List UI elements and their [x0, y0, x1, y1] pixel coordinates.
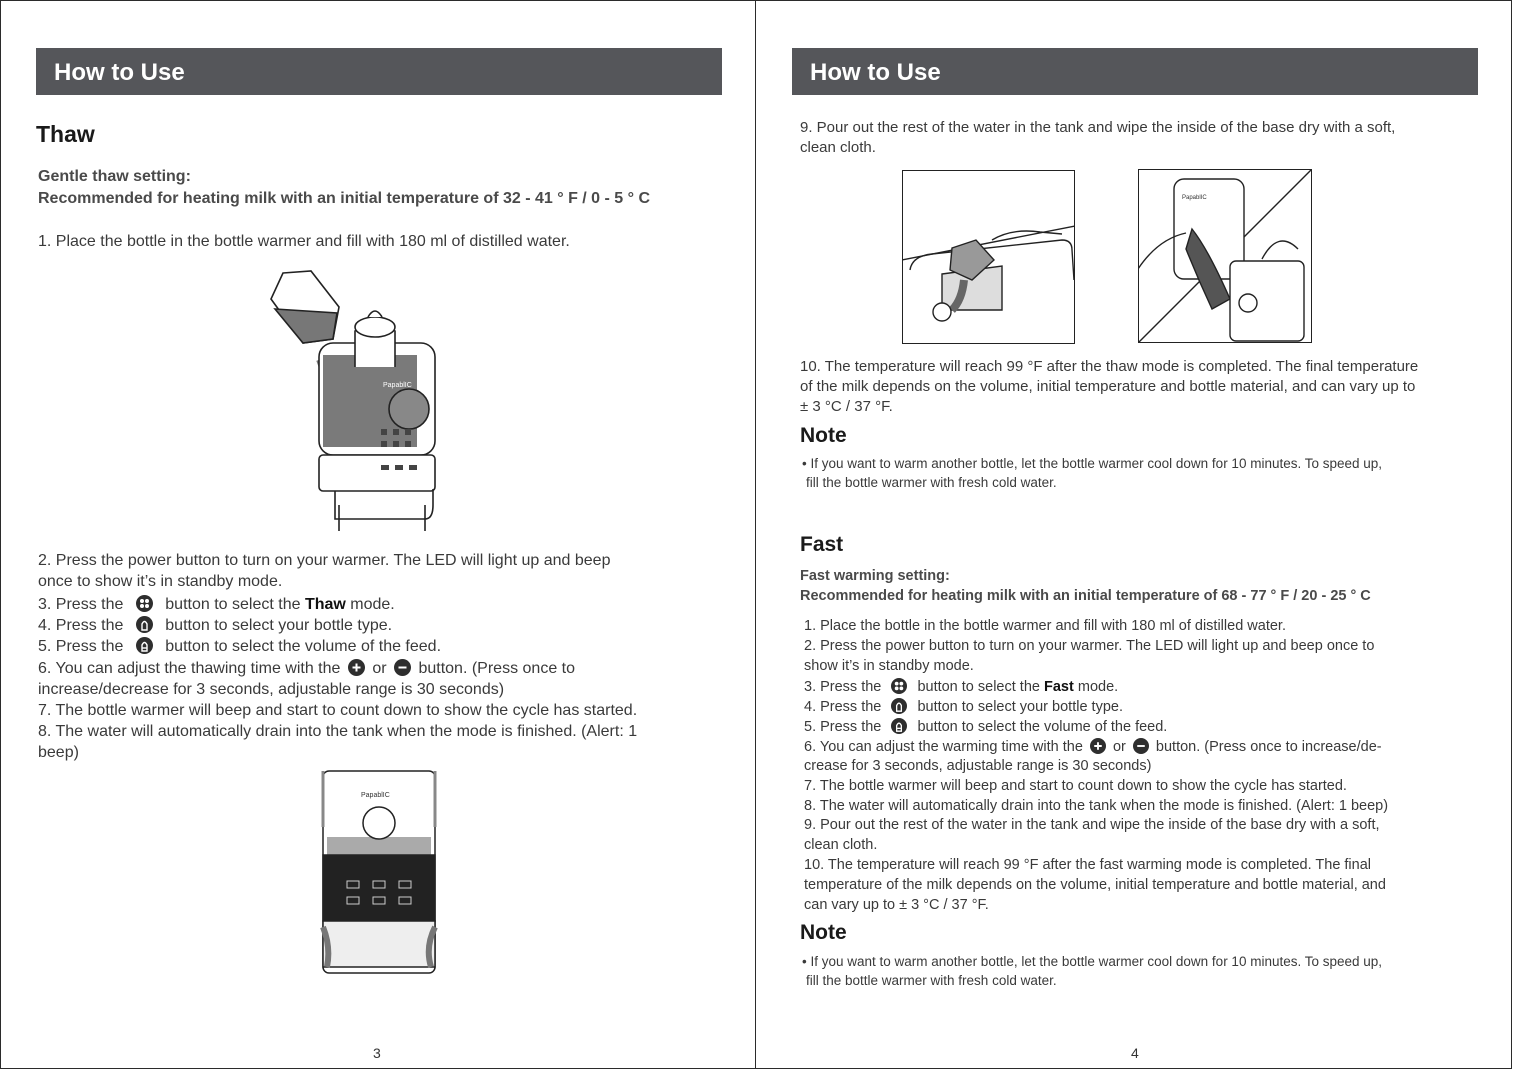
note-2-title: Note [800, 921, 847, 944]
step-10-line-1: 10. The temperature will reach 99 °F after the thaw mode is completed. The final temperature [800, 358, 1419, 375]
page-number: 3 [373, 1045, 381, 1061]
volume-icon [891, 718, 907, 734]
step-3-post: mode. [350, 596, 395, 613]
step-2-line-2: once to show it’s in standby mode. [38, 573, 283, 590]
pour-out-illustration [902, 170, 1075, 344]
step-7: 7. The bottle warmer will beep and start to count down to show the cycle has started. [38, 702, 638, 719]
note-2-line-1: • If you want to warm another bottle, let the bottle warmer cool down for 10 minutes. To speed up, [802, 954, 1383, 969]
fast-step-5 [804, 718, 1167, 735]
fast-step-6-line-1 [804, 738, 1382, 755]
fast-step-6-or: or [1112, 739, 1126, 755]
fast-step-6-line-2: crease for 3 seconds, adjustable range is 30 seconds) [804, 758, 1152, 774]
fast-step-6-post: button. (Press once to increase/de- [1155, 739, 1382, 755]
fast-step-3 [804, 678, 1118, 695]
fast-step-7: 7. The bottle warmer will beep and start to count down to show the cycle has started. [804, 778, 1347, 794]
setting-description: Recommended for heating milk with an initial temperature of 32 - 41 ° F / 0 - 5 ° C [38, 190, 651, 207]
fast-step-5-pre: 5. Press the [804, 719, 882, 735]
fast-step-4-post: button to select your bottle type. [917, 699, 1123, 715]
note-2-line-2: fill the bottle warmer with fresh cold water. [806, 973, 1057, 988]
step-9-line-1: 9. Pour out the rest of the water in the tank and wipe the inside of the base dry with a soft, [800, 119, 1396, 136]
page-4 [755, 0, 1512, 1069]
section-title-thaw: Thaw [36, 121, 95, 147]
note-title: Note [800, 424, 847, 447]
section-banner: How to Use [792, 48, 1478, 95]
fast-step-5-post: button to select the volume of the feed. [917, 719, 1168, 735]
step-6-pre: 6. You can adjust the thawing time with the [38, 660, 341, 677]
step-4 [38, 616, 392, 635]
page-number: 4 [1131, 1045, 1139, 1061]
step-6-line-1 [38, 659, 575, 678]
step-3-mode-thaw: Thaw [304, 596, 346, 613]
fast-step-1: 1. Place the bottle in the bottle warmer and fill with 180 ml of distilled water. [804, 618, 1286, 634]
minus-icon [394, 659, 411, 676]
step-6-line-2: increase/decrease for 3 seconds, adjustable range is 30 seconds) [38, 681, 505, 698]
page-3 [0, 0, 756, 1069]
step-4-post: button to select your bottle type. [165, 617, 393, 634]
fast-step-9-line-2: clean cloth. [804, 837, 878, 853]
step-8-line-2: beep) [38, 744, 79, 761]
step-8-line-1: 8. The water will automatically drain into the tank when the mode is finished. (Alert: 1 [38, 723, 638, 740]
fast-step-2-line-2: show it’s in standby mode. [804, 658, 974, 674]
warmer-fill-illustration [263, 269, 439, 539]
fast-step-3-mode: Fast [1044, 679, 1074, 695]
step-6-or: or [372, 660, 387, 677]
step-10-line-2: of the milk depends on the volume, initial temperature and bottle material, and can vary up to [800, 378, 1416, 395]
mode-button-icon [136, 595, 153, 612]
bottle-type-icon [136, 616, 153, 633]
step-4-pre: 4. Press the [38, 617, 124, 634]
plus-icon [1090, 738, 1106, 754]
step-3 [38, 595, 395, 614]
step-3-pre: 3. Press the [38, 596, 124, 613]
step-10-line-3: ± 3 °C / 37 °F. [800, 398, 893, 415]
minus-icon [1133, 738, 1149, 754]
warmer-drain-illustration [319, 767, 439, 979]
step-1: 1. Place the bottle in the bottle warmer and fill with 180 ml of distilled water. [38, 233, 570, 250]
note-line-1: • If you want to warm another bottle, let the bottle warmer cool down for 10 minutes. To speed up, [802, 456, 1383, 471]
bottle-type-icon [891, 698, 907, 714]
fast-step-9-line-1: 9. Pour out the rest of the water in the tank and wipe the inside of the base dry with a soft, [804, 817, 1380, 833]
note-line-2: fill the bottle warmer with fresh cold water. [806, 475, 1057, 490]
step-5-pre: 5. Press the [38, 638, 124, 655]
fast-setting-description: Recommended for heating milk with an initial temperature of 68 - 77 ° F / 20 - 25 ° C [800, 588, 1371, 604]
fast-step-10-line-1: 10. The temperature will reach 99 °F after the fast warming mode is completed. The final [804, 857, 1372, 873]
step-5 [38, 637, 441, 656]
wipe-dry-illustration [1138, 169, 1312, 343]
mode-button-icon [891, 678, 907, 694]
fast-step-4-pre: 4. Press the [804, 699, 882, 715]
step-6-post: button. (Press once to [418, 660, 575, 677]
step-9-line-2: clean cloth. [800, 139, 876, 156]
brand-logo: PapablIC [1182, 195, 1207, 201]
volume-icon [136, 637, 153, 654]
fast-step-3-mid: button to select the [917, 679, 1040, 695]
plus-icon [348, 659, 365, 676]
fast-step-2-line-1: 2. Press the power button to turn on your warmer. The LED will light up and beep once to [804, 638, 1375, 654]
step-2-line-1: 2. Press the power button to turn on your warmer. The LED will light up and beep [38, 552, 611, 569]
fast-step-4 [804, 698, 1123, 715]
fast-step-3-post: mode. [1077, 679, 1119, 695]
fast-step-10-line-3: can vary up to ± 3 °C / 37 °F. [804, 897, 989, 913]
fast-step-10-line-2: temperature of the milk depends on the volume, initial temperature and bottle material, and [804, 877, 1386, 893]
step-3-mid: button to select the [165, 596, 301, 613]
brand-logo: PapablIC [383, 382, 412, 389]
fast-step-6-pre: 6. You can adjust the warming time with the [804, 739, 1083, 755]
brand-logo: PapablIC [361, 792, 390, 799]
fast-step-8: 8. The water will automatically drain into the tank when the mode is finished. (Alert: 1 beep) [804, 798, 1389, 814]
section-banner: How to Use [36, 48, 722, 95]
section-title-fast: Fast [800, 533, 844, 556]
step-5-post: button to select the volume of the feed. [165, 638, 442, 655]
fast-setting-title: Fast warming setting: [800, 568, 950, 584]
setting-title: Gentle thaw setting: [38, 168, 191, 185]
fast-step-3-pre: 3. Press the [804, 679, 882, 695]
